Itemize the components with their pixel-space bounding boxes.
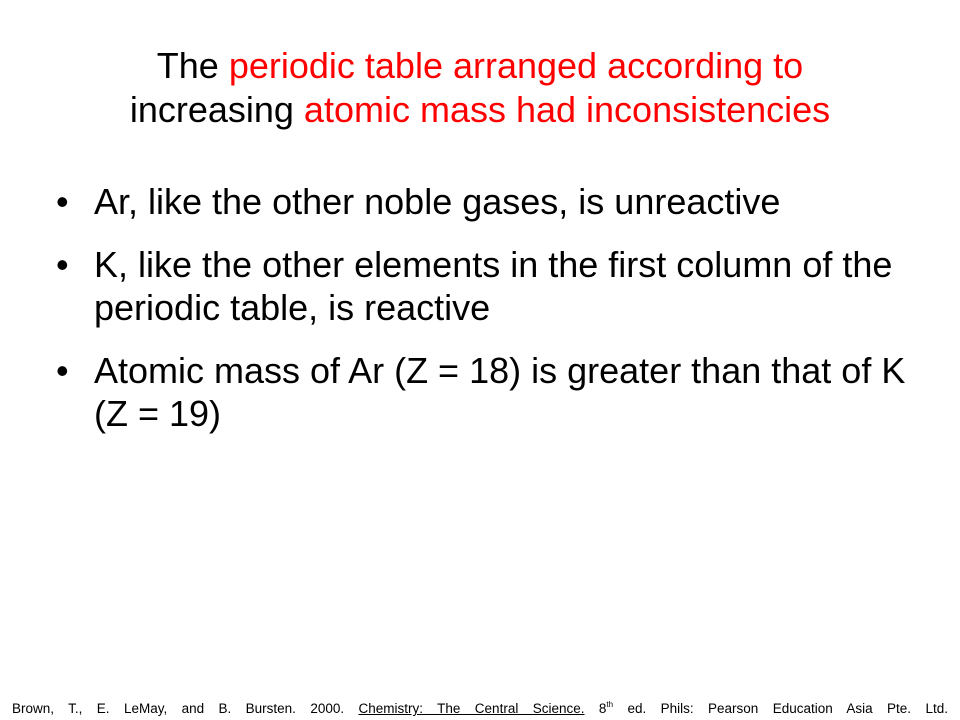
slide-title [40,44,920,132]
bullet-dot-icon: • [56,181,69,222]
bullet-list [56,180,916,455]
bullet-item-ar [56,180,916,223]
citation-edition [599,701,613,716]
bullet-item-k [56,243,916,329]
citation-prefix: Brown, T., E. LeMay, and B. Bursten. 2000. [12,701,345,716]
title-text-red-1: periodic table arranged according to [228,45,804,86]
title-text-black-1: The [156,45,229,86]
title-text-red-2: atomic mass had inconsistencies [303,89,831,130]
title-text-black-2: increasing [129,89,304,130]
bullet-dot-icon: • [56,244,69,285]
bullet-text: K, like the other elements in the first column of the periodic table, is reactive [94,244,893,328]
citation-edition-number: 8 [598,701,607,716]
bullet-text: Atomic mass of Ar (Z = 18) is greater than that of K (Z = 19) [94,350,906,434]
citation-suffix: ed. Phils: Pearson Education Asia Pte. Ltd. [627,701,948,716]
bullet-text: Ar, like the other noble gases, is unreactive [94,181,781,222]
bullet-item-atomic-mass [56,349,916,435]
citation [12,700,948,718]
citation-book-title: Chemistry: The Central Science. [358,701,585,716]
bullet-dot-icon: • [56,350,69,391]
citation-edition-suffix: th [606,700,614,709]
